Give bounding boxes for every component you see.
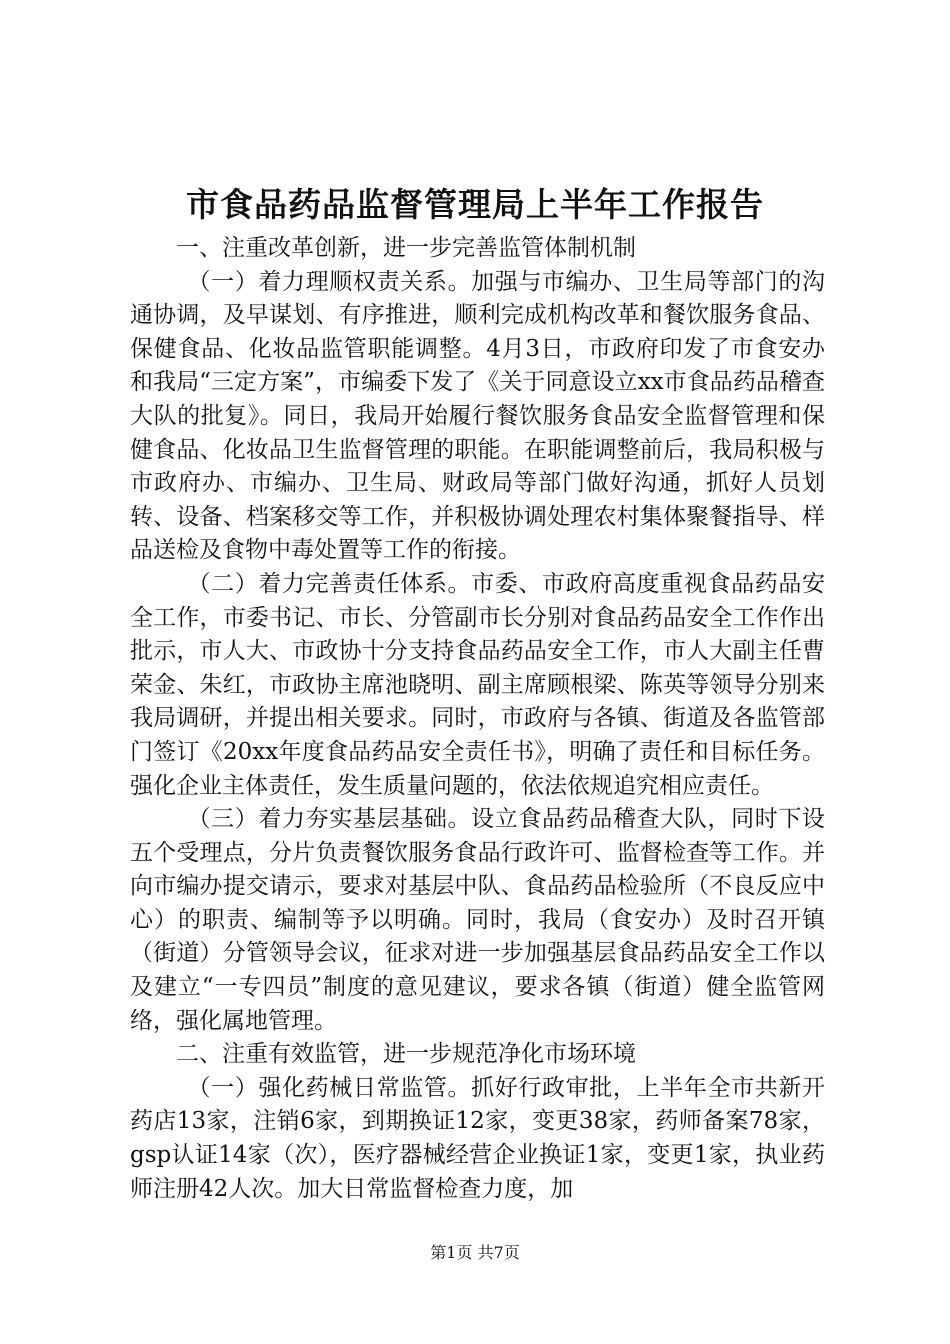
- page-number-footer: 第1页 共7页: [430, 1243, 520, 1262]
- section-heading-1: 一、注重改革创新，进一步完善监管体制机制: [176, 235, 636, 261]
- section-heading-2: 二、注重有效监管，进一步规范净化市场环境: [176, 1041, 636, 1068]
- document-title: 市食品药品监督管理局上半年工作报告: [186, 185, 764, 224]
- paragraph-1-2: （二）着力完善责任体系。市委、市政府高度重视食品药品安全工作，市委书记、市长、分管副市长分别对食品药品安全工作作出批示，市人大、市政协十分支持食品药品安全工作，市人大副主任曹荣金、朱红，市政协主席池晓明、副主席顾根梁、陈英等领导分别来我局调研，并提出相关要求。同时，市政府与各镇、街道及各监管部门签订《20xx年度食品药品安全责任书》，明确了责任和目标任务。强化企业主体责任，发生质量问题的，依法依规追究相应责任。: [130, 570, 825, 799]
- paragraph-2-1: （一）强化药械日常监管。抓好行政审批，上半年全市共新开药店13家，注销6家，到期换证12家，变更38家，药师备案78家，gsp认证14家（次），医疗器械经营企业换证1家，变更1家，执业药师注册42人次。加大日常监督检查力度，加: [130, 1074, 825, 1202]
- paragraph-1-3: （三）着力夯实基层基础。设立食品药品稽查大队，同时下设五个受理点，分片负责餐饮服务食品行政许可、监督检查等工作。并向市编办提交请示，要求对基层中队、食品药品检验所（不良反应中心）的职责、编制等予以明确。同时，我局（食安办）及时召开镇（街道）分管领导会议，征求对进一步加强基层食品药品安全工作以及建立“一专四员”制度的意见建议，要求各镇（街道）健全监管网络，强化属地管理。: [130, 806, 825, 1034]
- paragraph-1-1: （一）着力理顺权责关系。加强与市编办、卫生局等部门的沟通协调，及早谋划、有序推进，顺利完成机构改革和餐饮服务食品、保健食品、化妆品监管职能调整。4月3日，市政府印发了市食安办和我局“三定方案”，市编委下发了《关于同意设立xx市食品药品稽查大队的批复》。同日，我局开始履行餐饮服务食品安全监督管理和保健食品、化妆品卫生监督管理的职能。在职能调整前后，我局积极与市政府办、市编办、卫生局、财政局等部门做好沟通，抓好人员划转、设备、档案移交等工作，并积极协调处理农村集体聚餐指导、样品送检及食物中毒处置等工作的衔接。: [130, 268, 825, 564]
- document-body: [130, 232, 825, 1206]
